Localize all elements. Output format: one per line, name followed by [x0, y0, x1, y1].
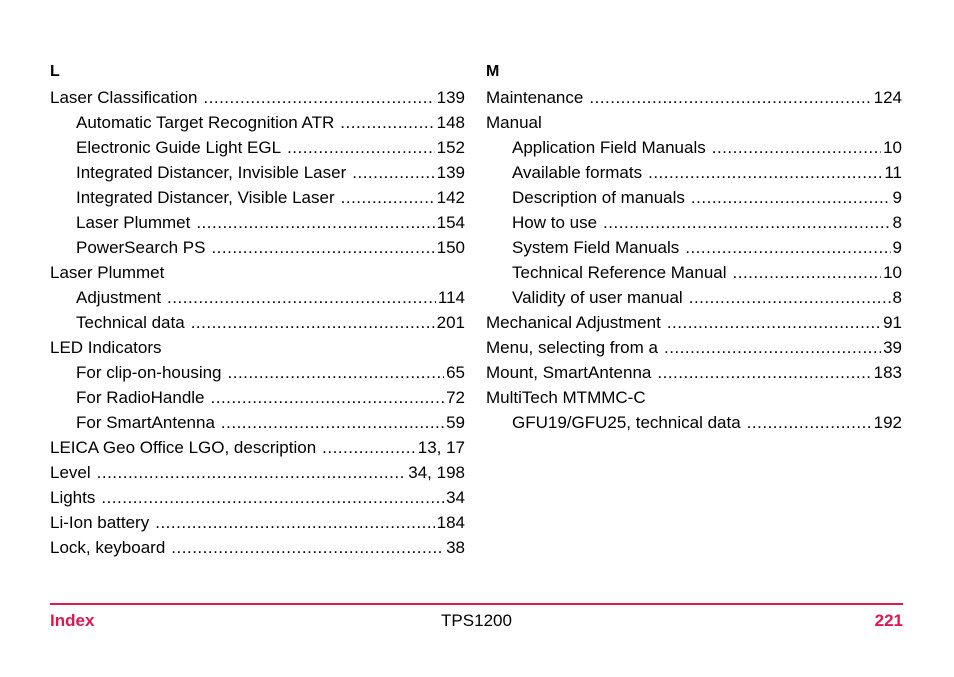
- index-entry-label: Li-Ion battery: [50, 513, 150, 532]
- index-entry: [50, 335, 465, 360]
- index-entry-label: Lights: [50, 488, 96, 507]
- index-entry-page: 154: [436, 213, 465, 232]
- index-entry-page: 91: [883, 313, 902, 332]
- index-entry-label: Description of manuals: [512, 188, 685, 207]
- index-entry: [486, 185, 902, 210]
- index-entry-label: Laser Classification: [50, 88, 198, 107]
- index-entry-page: 201: [436, 313, 465, 332]
- index-entry: [50, 260, 465, 285]
- dot-leader: [685, 235, 890, 260]
- index-entry-page: 9: [892, 188, 902, 207]
- index-entry: [50, 160, 465, 185]
- index-entry-page: 9: [892, 238, 902, 257]
- page-footer: [50, 610, 903, 632]
- index-entry: [486, 210, 902, 235]
- index-entry: [50, 485, 465, 510]
- index-entry-label: Level: [50, 463, 91, 482]
- dot-leader: [322, 435, 416, 460]
- index-entry: [486, 85, 902, 110]
- index-column-right: [486, 58, 902, 435]
- index-entry: [50, 385, 465, 410]
- dot-leader: [211, 385, 445, 410]
- dot-leader: [228, 360, 445, 385]
- index-entry-label: PowerSearch PS: [76, 238, 206, 257]
- index-entry: [50, 310, 465, 335]
- dot-leader: [712, 135, 881, 160]
- index-entry: [50, 185, 465, 210]
- index-entry-label: Mount, SmartAntenna: [486, 363, 652, 382]
- index-entry: [50, 235, 465, 260]
- dot-leader: [691, 185, 891, 210]
- index-entry: [50, 285, 465, 310]
- dot-leader: [203, 85, 434, 110]
- index-entry-page: 72: [446, 388, 465, 407]
- dot-leader: [221, 410, 444, 435]
- index-column-left: [50, 58, 465, 560]
- index-entry: [486, 110, 902, 135]
- dot-leader: [211, 235, 434, 260]
- index-entry-label: Available formats: [512, 163, 643, 182]
- index-letter-heading: M: [486, 63, 500, 80]
- index-entry-page: 150: [436, 238, 465, 257]
- index-entry-label: For SmartAntenna: [76, 413, 215, 432]
- footer-divider: [50, 603, 903, 605]
- index-entry: [50, 110, 465, 135]
- index-entry-label: Integrated Distancer, Invisible Laser: [76, 163, 347, 182]
- dot-leader: [589, 85, 871, 110]
- index-entry: [486, 285, 902, 310]
- index-entry: [486, 360, 902, 385]
- index-entry-page: 142: [436, 188, 465, 207]
- dot-leader: [603, 210, 890, 235]
- index-entry-page: 38: [446, 538, 465, 557]
- index-entry-list: [486, 85, 902, 435]
- index-entry: [50, 210, 465, 235]
- index-entry-page: 114: [437, 288, 465, 307]
- index-entry-label: Laser Plummet: [50, 263, 165, 282]
- index-entry-label: Validity of user manual: [512, 288, 683, 307]
- index-entry: [486, 385, 902, 410]
- index-letter-heading: L: [50, 63, 60, 80]
- dot-leader: [648, 160, 882, 185]
- index-entry-page: 152: [436, 138, 465, 157]
- index-entry-page: 59: [446, 413, 465, 432]
- index-entry-label: Mechanical Adjustment: [486, 313, 661, 332]
- dot-leader: [747, 410, 872, 435]
- dot-leader: [689, 285, 891, 310]
- dot-leader: [287, 135, 435, 160]
- index-entry-label: For clip-on-housing: [76, 363, 222, 382]
- index-entry-page: 8: [892, 213, 902, 232]
- dot-leader: [101, 485, 444, 510]
- dot-leader: [733, 260, 882, 285]
- index-entry-page: 139: [436, 163, 465, 182]
- index-entry-label: Electronic Guide Light EGL: [76, 138, 282, 157]
- index-entry-page: 139: [436, 88, 465, 107]
- index-entry: [486, 410, 902, 435]
- index-entry-page: 34: [446, 488, 465, 507]
- index-entry-label: Adjustment: [76, 288, 162, 307]
- index-entry: [486, 235, 902, 260]
- index-entry: [50, 85, 465, 110]
- index-entry: [50, 510, 465, 535]
- dot-leader: [191, 310, 435, 335]
- footer-page-number: 221: [874, 611, 903, 630]
- dot-leader: [341, 185, 435, 210]
- index-entry-label: Technical data: [76, 313, 185, 332]
- index-entry: [50, 360, 465, 385]
- dot-leader: [171, 535, 444, 560]
- index-entry: [50, 410, 465, 435]
- index-entry-page: 192: [873, 413, 902, 432]
- index-entry: [486, 310, 902, 335]
- index-entry-label: GFU19/GFU25, technical data: [512, 413, 741, 432]
- index-entry: [50, 135, 465, 160]
- index-entry-label: Laser Plummet: [76, 213, 191, 232]
- footer-product-name: TPS1200: [441, 611, 512, 630]
- index-entry-page: 34, 198: [408, 463, 465, 482]
- dot-leader: [167, 285, 436, 310]
- index-entry-label: How to use: [512, 213, 598, 232]
- index-entry-label: For RadioHandle: [76, 388, 205, 407]
- index-entry-page: 13, 17: [417, 438, 465, 457]
- dot-leader: [352, 160, 434, 185]
- index-entry-page: 10: [883, 263, 902, 282]
- index-entry-list: [50, 85, 465, 560]
- index-entry: [486, 135, 902, 160]
- index-entry-page: 10: [883, 138, 902, 157]
- index-entry-page: 11: [884, 163, 902, 182]
- index-entry: [50, 460, 465, 485]
- index-entry: [486, 260, 902, 285]
- dot-leader: [155, 510, 434, 535]
- index-entry-label: Manual: [486, 113, 542, 132]
- index-entry-label: System Field Manuals: [512, 238, 680, 257]
- index-entry-label: Maintenance: [486, 88, 584, 107]
- index-entry-label: Menu, selecting from a: [486, 338, 658, 357]
- index-entry-label: Application Field Manuals: [512, 138, 706, 157]
- dot-leader: [196, 210, 434, 235]
- index-entry-page: 124: [873, 88, 902, 107]
- index-entry-label: Lock, keyboard: [50, 538, 166, 557]
- index-entry-label: Automatic Target Recognition ATR: [76, 113, 335, 132]
- index-entry-label: Technical Reference Manual: [512, 263, 727, 282]
- index-entry-page: 65: [446, 363, 465, 382]
- dot-leader: [97, 460, 407, 485]
- index-entry-label: LEICA Geo Office LGO, description: [50, 438, 317, 457]
- index-entry-label: MultiTech MTMMC-C: [486, 388, 646, 407]
- index-entry-page: 184: [436, 513, 465, 532]
- index-entry-page: 183: [873, 363, 902, 382]
- index-entry-label: LED Indicators: [50, 338, 162, 357]
- dot-leader: [657, 360, 871, 385]
- dot-leader: [667, 310, 881, 335]
- index-entry: [50, 435, 465, 460]
- index-entry-page: 39: [883, 338, 902, 357]
- dot-leader: [340, 110, 434, 135]
- dot-leader: [664, 335, 881, 360]
- index-entry: [486, 335, 902, 360]
- index-entry: [50, 535, 465, 560]
- index-entry-page: 148: [436, 113, 465, 132]
- index-entry: [486, 160, 902, 185]
- index-entry-page: 8: [892, 288, 902, 307]
- index-entry-label: Integrated Distancer, Visible Laser: [76, 188, 335, 207]
- footer-section-title: Index: [50, 611, 95, 630]
